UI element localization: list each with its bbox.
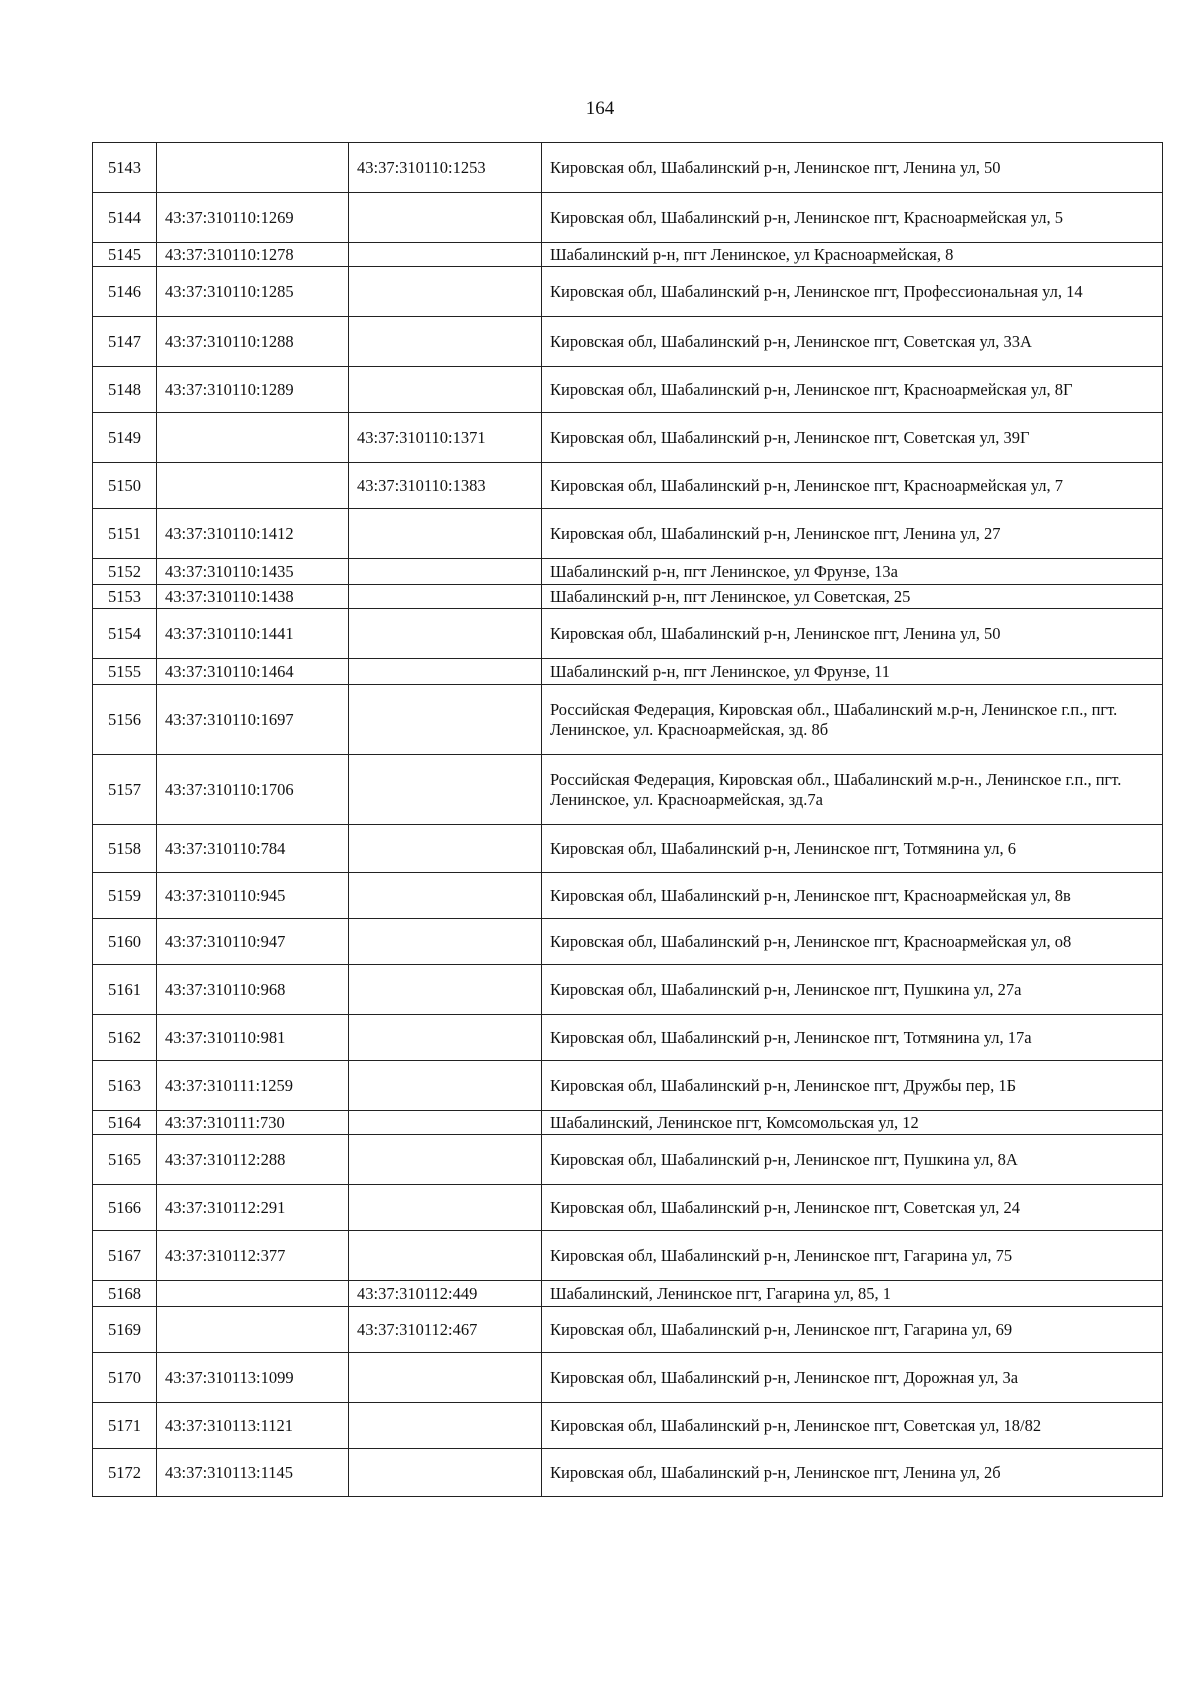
address-cell: Кировская обл, Шабалинский р-н, Ленинское пгт, Дружбы пер, 1Б <box>542 1061 1163 1111</box>
cadastral-number-secondary-cell <box>349 267 542 317</box>
row-number-cell: 5164 <box>93 1111 157 1135</box>
row-number-cell: 5165 <box>93 1135 157 1185</box>
cadastral-number-secondary-cell <box>349 659 542 685</box>
cadastral-number-cell: 43:37:310112:377 <box>157 1231 349 1281</box>
cadastral-number-secondary-cell <box>349 193 542 243</box>
row-number-cell: 5148 <box>93 367 157 413</box>
cadastral-number-cell <box>157 413 349 463</box>
cadastral-number-secondary-cell <box>349 1353 542 1403</box>
table-row <box>93 317 1163 367</box>
table-row <box>93 585 1163 609</box>
cadastral-number-secondary-cell <box>349 1135 542 1185</box>
address-cell: Кировская обл, Шабалинский р-н, Ленинское пгт, Красноармейская ул, 5 <box>542 193 1163 243</box>
table-row <box>93 1111 1163 1135</box>
cadastral-number-cell: 43:37:310111:730 <box>157 1111 349 1135</box>
cadastral-number-cell: 43:37:310110:947 <box>157 919 349 965</box>
table-row <box>93 1185 1163 1231</box>
address-cell: Кировская обл, Шабалинский р-н, Ленинское пгт, Красноармейская ул, 7 <box>542 463 1163 509</box>
table-row <box>93 463 1163 509</box>
cadastral-number-secondary-cell: 43:37:310110:1253 <box>349 143 542 193</box>
cadastral-number-cell <box>157 1281 349 1307</box>
row-number-cell: 5170 <box>93 1353 157 1403</box>
cadastral-number-cell <box>157 1307 349 1353</box>
cadastral-number-cell: 43:37:310110:784 <box>157 825 349 873</box>
address-cell: Кировская обл, Шабалинский р-н, Ленинское пгт, Пушкина ул, 27а <box>542 965 1163 1015</box>
cadastral-number-cell: 43:37:310113:1099 <box>157 1353 349 1403</box>
cadastral-number-cell <box>157 143 349 193</box>
row-number-cell: 5158 <box>93 825 157 873</box>
cadastral-number-cell: 43:37:310110:1706 <box>157 755 349 825</box>
cadastral-number-cell: 43:37:310110:1412 <box>157 509 349 559</box>
table-row <box>93 1403 1163 1449</box>
cadastral-number-secondary-cell: 43:37:310110:1371 <box>349 413 542 463</box>
row-number-cell: 5154 <box>93 609 157 659</box>
table-row <box>93 685 1163 755</box>
row-number-cell: 5166 <box>93 1185 157 1231</box>
table-row <box>93 1231 1163 1281</box>
cadastral-number-secondary-cell <box>349 965 542 1015</box>
cadastral-number-secondary-cell <box>349 685 542 755</box>
cadastral-number-cell: 43:37:310112:288 <box>157 1135 349 1185</box>
cadastral-number-cell: 43:37:310110:1441 <box>157 609 349 659</box>
cadastral-number-cell: 43:37:310110:1285 <box>157 267 349 317</box>
cadastral-number-cell: 43:37:310113:1145 <box>157 1449 349 1497</box>
address-cell: Кировская обл, Шабалинский р-н, Ленинское пгт, Советская ул, 18/82 <box>542 1403 1163 1449</box>
table-row <box>93 1307 1163 1353</box>
row-number-cell: 5143 <box>93 143 157 193</box>
cadastral-number-cell: 43:37:310113:1121 <box>157 1403 349 1449</box>
table-row <box>93 609 1163 659</box>
address-cell: Российская Федерация, Кировская обл., Шабалинский м.р-н., Ленинское г.п., пгт. Ленинское, ул. Красноармейская, зд.7а <box>542 755 1163 825</box>
row-number-cell: 5156 <box>93 685 157 755</box>
cadastral-number-secondary-cell <box>349 367 542 413</box>
cadastral-number-secondary-cell: 43:37:310112:467 <box>349 1307 542 1353</box>
address-cell: Кировская обл, Шабалинский р-н, Ленинское пгт, Красноармейская ул, о8 <box>542 919 1163 965</box>
row-number-cell: 5171 <box>93 1403 157 1449</box>
cadastral-number-cell: 43:37:310111:1259 <box>157 1061 349 1111</box>
cadastral-number-cell: 43:37:310110:1289 <box>157 367 349 413</box>
cadastral-number-cell: 43:37:310110:1697 <box>157 685 349 755</box>
cadastral-number-secondary-cell <box>349 243 542 267</box>
address-cell: Кировская обл, Шабалинский р-н, Ленинское пгт, Красноармейская ул, 8в <box>542 873 1163 919</box>
table-row <box>93 1015 1163 1061</box>
row-number-cell: 5152 <box>93 559 157 585</box>
table-row <box>93 873 1163 919</box>
registry-table <box>92 142 1163 1497</box>
address-cell: Кировская обл, Шабалинский р-н, Ленинское пгт, Ленина ул, 2б <box>542 1449 1163 1497</box>
table-row <box>93 755 1163 825</box>
cadastral-number-cell: 43:37:310110:1278 <box>157 243 349 267</box>
row-number-cell: 5160 <box>93 919 157 965</box>
cadastral-number-secondary-cell <box>349 1015 542 1061</box>
row-number-cell: 5146 <box>93 267 157 317</box>
table-row <box>93 965 1163 1015</box>
address-cell: Кировская обл, Шабалинский р-н, Ленинское пгт, Ленина ул, 27 <box>542 509 1163 559</box>
cadastral-number-secondary-cell <box>349 1111 542 1135</box>
table-row <box>93 143 1163 193</box>
cadastral-number-cell: 43:37:310110:968 <box>157 965 349 1015</box>
cadastral-number-secondary-cell <box>349 825 542 873</box>
address-cell: Кировская обл, Шабалинский р-н, Ленинское пгт, Тотмянина ул, 6 <box>542 825 1163 873</box>
address-cell: Шабалинский р-н, пгт Ленинское, ул Красноармейская, 8 <box>542 243 1163 267</box>
cadastral-number-cell: 43:37:310112:291 <box>157 1185 349 1231</box>
address-cell: Кировская обл, Шабалинский р-н, Ленинское пгт, Советская ул, 33А <box>542 317 1163 367</box>
cadastral-number-secondary-cell <box>349 509 542 559</box>
address-cell: Шабалинский р-н, пгт Ленинское, ул Советская, 25 <box>542 585 1163 609</box>
address-cell: Кировская обл, Шабалинский р-н, Ленинское пгт, Красноармейская ул, 8Г <box>542 367 1163 413</box>
address-cell: Шабалинский р-н, пгт Ленинское, ул Фрунзе, 13а <box>542 559 1163 585</box>
row-number-cell: 5162 <box>93 1015 157 1061</box>
cadastral-number-secondary-cell: 43:37:310112:449 <box>349 1281 542 1307</box>
cadastral-number-secondary-cell <box>349 919 542 965</box>
address-cell: Кировская обл, Шабалинский р-н, Ленинское пгт, Пушкина ул, 8А <box>542 1135 1163 1185</box>
cadastral-number-cell: 43:37:310110:1464 <box>157 659 349 685</box>
row-number-cell: 5161 <box>93 965 157 1015</box>
row-number-cell: 5155 <box>93 659 157 685</box>
cadastral-number-cell: 43:37:310110:981 <box>157 1015 349 1061</box>
address-cell: Шабалинский р-н, пгт Ленинское, ул Фрунзе, 11 <box>542 659 1163 685</box>
cadastral-number-secondary-cell <box>349 873 542 919</box>
table-row <box>93 1061 1163 1111</box>
page-number: 164 <box>585 98 615 119</box>
address-cell: Кировская обл, Шабалинский р-н, Ленинское пгт, Советская ул, 24 <box>542 1185 1163 1231</box>
table-row <box>93 559 1163 585</box>
table-row <box>93 413 1163 463</box>
table-row <box>93 1449 1163 1497</box>
row-number-cell: 5150 <box>93 463 157 509</box>
address-cell: Кировская обл, Шабалинский р-н, Ленинское пгт, Советская ул, 39Г <box>542 413 1163 463</box>
cadastral-number-cell <box>157 463 349 509</box>
cadastral-number-cell: 43:37:310110:945 <box>157 873 349 919</box>
table-row <box>93 509 1163 559</box>
cadastral-number-secondary-cell <box>349 317 542 367</box>
cadastral-number-cell: 43:37:310110:1288 <box>157 317 349 367</box>
table-row <box>93 919 1163 965</box>
address-cell: Российская Федерация, Кировская обл., Шабалинский м.р-н, Ленинское г.п., пгт. Ленинское, ул. Красноармейская, зд. 8б <box>542 685 1163 755</box>
row-number-cell: 5147 <box>93 317 157 367</box>
address-cell: Кировская обл, Шабалинский р-н, Ленинское пгт, Ленина ул, 50 <box>542 143 1163 193</box>
cadastral-number-secondary-cell <box>349 1403 542 1449</box>
row-number-cell: 5149 <box>93 413 157 463</box>
address-cell: Кировская обл, Шабалинский р-н, Ленинское пгт, Гагарина ул, 69 <box>542 1307 1163 1353</box>
address-cell: Кировская обл, Шабалинский р-н, Ленинское пгт, Дорожная ул, 3а <box>542 1353 1163 1403</box>
address-cell: Шабалинский, Ленинское пгт, Комсомольская ул, 12 <box>542 1111 1163 1135</box>
cadastral-number-cell: 43:37:310110:1269 <box>157 193 349 243</box>
cadastral-number-secondary-cell <box>349 585 542 609</box>
cadastral-number-secondary-cell <box>349 609 542 659</box>
cadastral-number-cell: 43:37:310110:1435 <box>157 559 349 585</box>
cadastral-number-secondary-cell <box>349 1185 542 1231</box>
table-row <box>93 243 1163 267</box>
address-cell: Кировская обл, Шабалинский р-н, Ленинское пгт, Тотмянина ул, 17а <box>542 1015 1163 1061</box>
row-number-cell: 5144 <box>93 193 157 243</box>
table-row <box>93 367 1163 413</box>
row-number-cell: 5145 <box>93 243 157 267</box>
table-row <box>93 267 1163 317</box>
address-cell: Кировская обл, Шабалинский р-н, Ленинское пгт, Профессиональная ул, 14 <box>542 267 1163 317</box>
row-number-cell: 5168 <box>93 1281 157 1307</box>
address-cell: Кировская обл, Шабалинский р-н, Ленинское пгт, Ленина ул, 50 <box>542 609 1163 659</box>
cadastral-number-secondary-cell <box>349 559 542 585</box>
registry-table-body <box>93 143 1163 1497</box>
table-row <box>93 1281 1163 1307</box>
cadastral-number-secondary-cell <box>349 1231 542 1281</box>
row-number-cell: 5151 <box>93 509 157 559</box>
cadastral-number-secondary-cell <box>349 755 542 825</box>
row-number-cell: 5172 <box>93 1449 157 1497</box>
row-number-cell: 5159 <box>93 873 157 919</box>
row-number-cell: 5167 <box>93 1231 157 1281</box>
cadastral-number-cell: 43:37:310110:1438 <box>157 585 349 609</box>
table-row <box>93 659 1163 685</box>
cadastral-number-secondary-cell <box>349 1449 542 1497</box>
address-cell: Шабалинский, Ленинское пгт, Гагарина ул, 85, 1 <box>542 1281 1163 1307</box>
table-row <box>93 1135 1163 1185</box>
row-number-cell: 5157 <box>93 755 157 825</box>
row-number-cell: 5153 <box>93 585 157 609</box>
row-number-cell: 5163 <box>93 1061 157 1111</box>
cadastral-number-secondary-cell: 43:37:310110:1383 <box>349 463 542 509</box>
cadastral-number-secondary-cell <box>349 1061 542 1111</box>
address-cell: Кировская обл, Шабалинский р-н, Ленинское пгт, Гагарина ул, 75 <box>542 1231 1163 1281</box>
table-row <box>93 193 1163 243</box>
table-row <box>93 1353 1163 1403</box>
table-row <box>93 825 1163 873</box>
row-number-cell: 5169 <box>93 1307 157 1353</box>
